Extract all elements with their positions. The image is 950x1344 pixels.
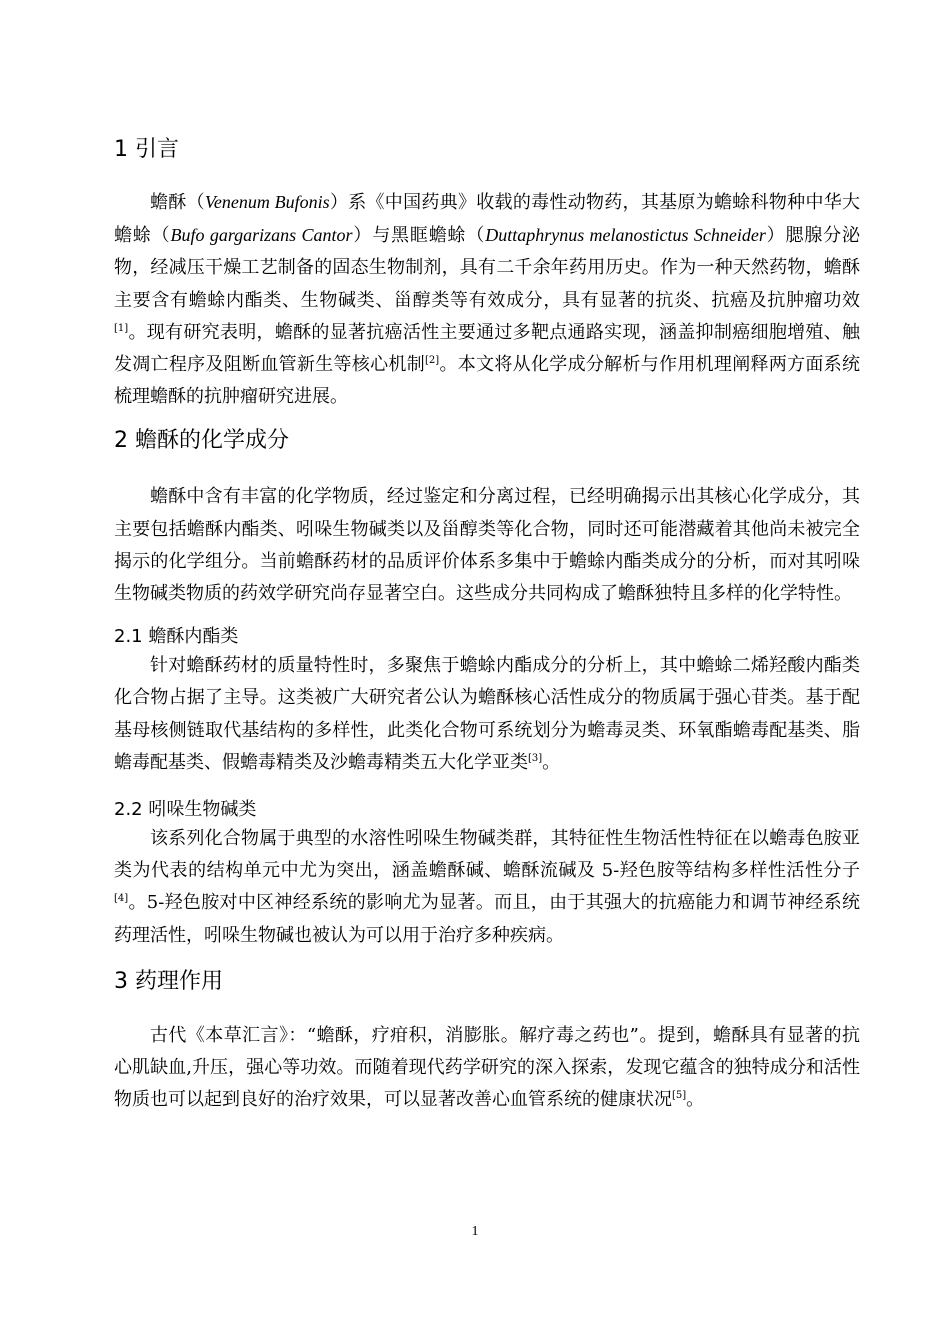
citation-4: [4]: [114, 893, 129, 905]
citation-2: [2]: [425, 355, 440, 367]
text-run: 针对蟾酥药材的质量特性时，多聚焦于蟾蜍内酯成分的分析上，其中蟾蜍二烯羟酸内酯类化合物占据了主导。这类被广大研究者公认为蟾酥核心活性成分的物质属于强心苷类。基于配基母核侧链取代基结构的多样性，此类化合物可系统划分为蟾毒灵类、环氧酯蟾毒配基类、脂蟾毒配基类、假蟾毒精类及沙蟾毒精类五大化学亚类: [114, 655, 860, 773]
text-run: 。5-羟色胺对中区神经系统的影响尤为显著。而且，由于其强大的抗癌能力和调节神经系统药理活性，吲哚生物碱也被认为可以用于治疗多种疾病。: [114, 892, 860, 946]
latin-name-bufo-gargarizans: Bufo gargarizans Cantor: [170, 225, 353, 246]
text-run: 。本文将从化学成分解析与作用机理阐释两方面系统梳理蟾酥的抗肿瘤研究进展。: [114, 354, 861, 408]
subsection-heading-bufadienolides: 2.1 蟾酥内酯类: [114, 626, 239, 648]
text-run: 。: [686, 1089, 705, 1111]
page-number: 1: [471, 1224, 479, 1239]
text-run: 。: [542, 751, 561, 773]
text-run: ）腮腺分泌物，经减压干燥工艺制备的固态生物制剂，具有二千余年药用历史。作为一种天然药物，蟾酥主要含有蟾蜍内酯类、生物碱类、甾醇类等有效成分，具有显著的抗炎、抗癌及抗肿瘤功效: [114, 225, 861, 311]
page-body: [114, 134, 860, 1116]
citation-5: [5]: [672, 1090, 687, 1102]
subsection-heading-indole-alkaloids: 2.2 吲哚生物碱类: [114, 799, 257, 821]
text-run: ）系《中国药典》收载的毒性动物药，其基原为蟾蜍科物种中华大蟾蜍（: [114, 192, 861, 247]
text-run: ）与黑眶蟾蜍（: [352, 225, 486, 247]
text-run: 。现有研究表明，蟾酥的显著抗癌活性主要通过多靶点通路实现，涵盖抑制癌细胞增殖、触发凋亡程序及阻断血管新生等核心机制: [114, 321, 860, 376]
text-run: 古代《本草汇言》：“蟾酥，疗疳积，消膨胀。解疗毒之药也”。提到，蟾酥具有显著的抗心肌缺血,升压，强心等功效。而随着现代药学研究的深入探索，发现它蕴含的独特成分和活性物质也可以起到良好的治疗效果，可以显著改善心血管系统的健康状况: [114, 1024, 860, 1111]
paragraph-introduction: [114, 186, 860, 413]
text-run: 该系列化合物属于典型的水溶性吲哚生物碱类群，其特征性生物活性特征在以蟾毒色胺亚类为代表的结构单元中尤为突出，涵盖蟾酥碱、蟾酥流碱及 5-羟色胺等结构多样性活性分子: [114, 828, 860, 882]
text-run: 蟾酥（: [150, 192, 205, 213]
paragraph-indole-alkaloids: [114, 823, 860, 952]
section-heading-introduction: 1 引言: [114, 137, 179, 162]
latin-name-duttaphrynus: Duttaphrynus melanostictus Schneider: [485, 225, 766, 246]
paragraph-bufadienolides: [114, 650, 860, 779]
section-heading-pharmacology: 3 药理作用: [114, 968, 223, 994]
citation-1: [1]: [114, 322, 129, 334]
paragraph-pharmacology: [114, 1020, 860, 1117]
latin-name-venenum-bufonis: Venenum Bufonis: [204, 192, 330, 212]
section-heading-chemical-composition: 2 蟾酥的化学成分: [114, 428, 289, 454]
paragraph-chemical-composition: 蟾酥中含有丰富的化学物质，经过鉴定和分离过程，已经明确揭示出其核心化学成分，其主要包括蟾酥内酯类、吲哚生物碱类以及甾醇类等化合物，同时还可能潜藏着其他尚未被完全揭示的化学组分。当前蟾酥药材的品质评价体系多集中于蟾蜍内酯类成分的分析，而对其吲哚生物碱类物质的药效学研究尚存显著空白。这些成分共同构成了蟾酥独特且多样的化学特性。: [114, 486, 860, 605]
citation-3: [3]: [528, 752, 543, 764]
